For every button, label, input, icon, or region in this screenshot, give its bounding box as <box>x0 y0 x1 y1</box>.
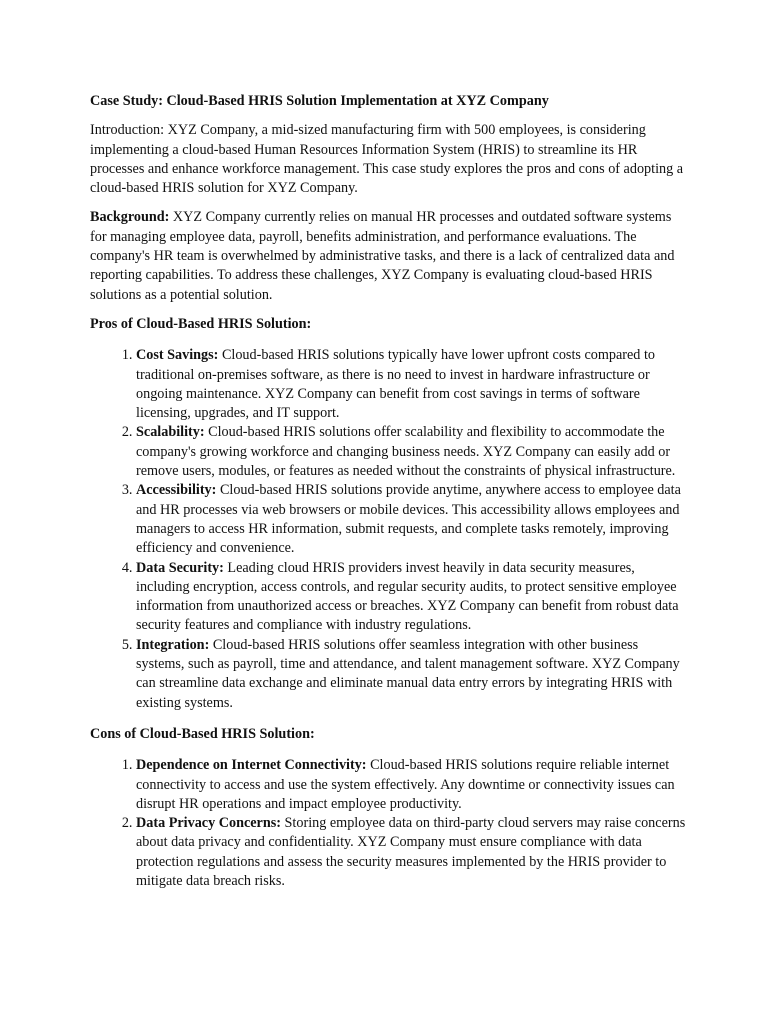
cons-item-label: Data Privacy Concerns: <box>136 815 281 832</box>
cons-item-text: Storing employee data on third-party cloud servers may raise concerns about data privacy and confidentiality. XYZ Company must ensure compliance with data protection regulations and assess the security measures implemented by the HRIS provider to mitigate data breach risks. <box>136 815 686 889</box>
pros-item-text: Cloud-based HRIS solutions offer seamless integration with other business systems, such as payroll, time and attendance, and talent management software. XYZ Company can streamline data exchange and eliminate manual data entry errors by integrating HRIS with existing systems. <box>136 636 680 711</box>
pros-item-label: Data Security: <box>136 559 224 576</box>
pros-item-text: Cloud-based HRIS solutions typically have lower upfront costs compared to traditional on-premises software, as there is no need to invest in hardware infrastructure or ongoing maintenance. XYZ Company can benefit from cost savings in terms of software licensing, upgrades, and IT support. <box>136 347 655 422</box>
document-title: Case Study: Cloud-Based HRIS Solution Implementation at XYZ Company <box>90 93 549 109</box>
pros-item-text: Leading cloud HRIS providers invest heavily in data security measures, including encryption, access controls, and regular security audits, to protect sensitive employee information from unauthorized access or breaches. XYZ Company can benefit from robust data security features and compliance with industry regulations. <box>136 559 679 634</box>
cons-item-text: Cloud-based HRIS solutions require reliable internet connectivity to access and use the system effectively. Any downtime or connectivity issues can disrupt HR operations and impact employee productivity. <box>136 757 675 812</box>
background-paragraph <box>90 208 690 304</box>
pros-heading: Pros of Cloud-Based HRIS Solution: <box>90 315 312 332</box>
pros-item-text: Cloud-based HRIS solutions offer scalability and flexibility to accommodate the company's growing workforce and changing business needs. XYZ Company can easily add or remove users, modules, or features as needed without the constraints of physical infrastructure. <box>136 424 676 480</box>
document-body <box>90 92 690 903</box>
pros-list-item <box>136 423 690 481</box>
cons-heading: Cons of Cloud-Based HRIS Solution: <box>90 725 315 742</box>
introduction-paragraph: Introduction: XYZ Company, a mid-sized manufacturing firm with 500 employees, is considering implementing a cloud-based Human Resources Information System (HRIS) to streamline its HR processes and enhance workforce management. This case study explores the pros and cons of adopting a cloud-based HRIS solution for XYZ Company. <box>90 122 684 197</box>
pros-item-label: Integration: <box>136 636 210 653</box>
pros-item-label: Accessibility: <box>136 482 217 499</box>
pros-list-item <box>136 481 690 558</box>
pros-list-item <box>136 346 690 423</box>
pros-list-item <box>136 636 690 713</box>
pros-list <box>90 346 690 713</box>
cons-item-label: Dependence on Internet Connectivity: <box>136 757 367 774</box>
pros-list-item <box>136 559 690 636</box>
cons-list-item <box>136 756 690 814</box>
pros-item-label: Cost Savings: <box>136 347 219 364</box>
background-text: XYZ Company currently relies on manual HR processes and outdated software systems for managing employee data, payroll, benefits administration, and performance evaluations. The company's HR team is overwhelmed by administrative tasks, and there is a lack of centralized data and reporting capabilities. To address these challenges, XYZ Company is evaluating cloud-based HRIS solutions as a potential solution. <box>90 209 675 303</box>
pros-item-label: Scalability: <box>136 424 205 441</box>
cons-list-item <box>136 814 690 891</box>
background-label: Background: <box>90 209 170 226</box>
pros-item-text: Cloud-based HRIS solutions provide anytime, anywhere access to employee data and HR processes via web browsers or mobile devices. This accessibility allows employees and managers to access HR information, submit requests, and complete tasks remotely, improving efficiency and convenience. <box>136 482 681 557</box>
cons-list <box>90 756 690 891</box>
